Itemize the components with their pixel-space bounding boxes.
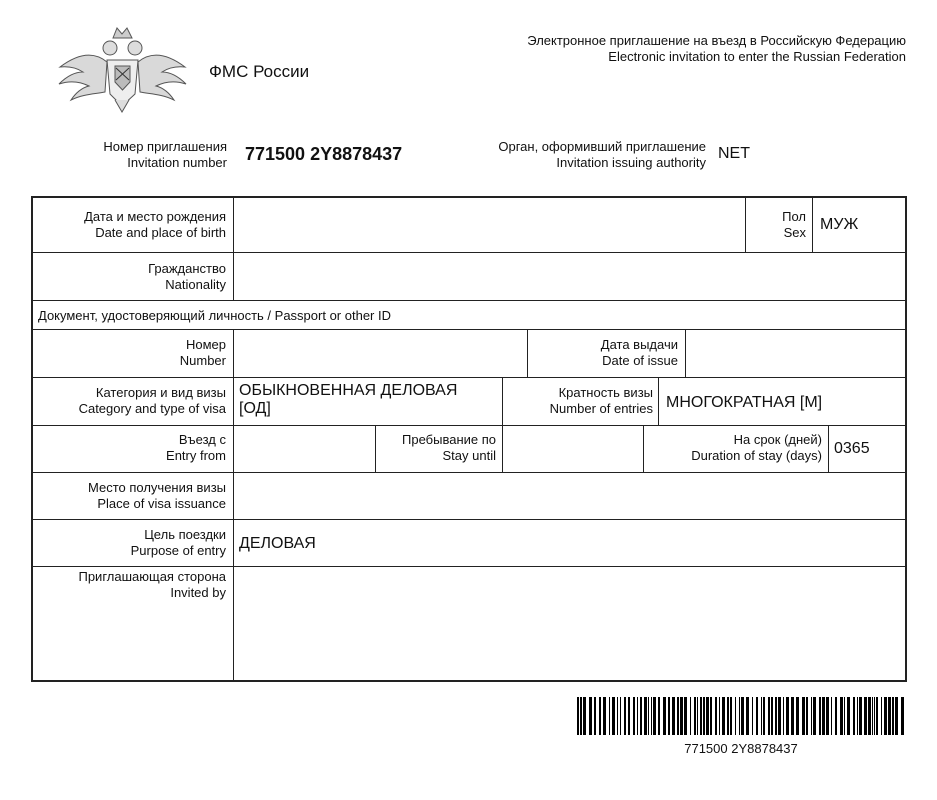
column-divider [828, 425, 829, 472]
barcode-bar [651, 697, 652, 735]
barcode-bar [690, 697, 691, 735]
visa-place-label-en: Place of visa issuance [97, 496, 226, 511]
birth-label-en: Date and place of birth [95, 225, 226, 240]
barcode-bar [881, 697, 882, 735]
row-divider [31, 472, 907, 473]
barcode-bar [761, 697, 762, 735]
birth-label-ru: Дата и место рождения [84, 209, 226, 224]
row-divider [31, 329, 907, 330]
barcode-bar [672, 697, 675, 735]
barcode-bar [722, 697, 725, 735]
barcode-bar [628, 697, 630, 735]
barcode-bar [884, 697, 887, 735]
date-of-issue-label [531, 337, 678, 369]
barcode-bar [872, 697, 873, 735]
barcode-icon [575, 697, 907, 735]
barcode-bar [727, 697, 729, 735]
barcode-bar [752, 697, 753, 735]
column-divider [375, 425, 376, 472]
barcode-bar [612, 697, 615, 735]
date-of-issue-label-en: Date of issue [602, 353, 678, 368]
barcode-bar [831, 697, 832, 735]
purpose-label-ru: Цель поездки [144, 527, 226, 542]
barcode-bar [697, 697, 698, 735]
barcode-bar [663, 697, 666, 735]
birth-label [37, 209, 226, 241]
visa-place-label [37, 480, 226, 512]
nationality-label [37, 261, 226, 293]
barcode-bar [819, 697, 821, 735]
visa-category-value [239, 382, 457, 418]
barcode-bar [844, 697, 845, 735]
entry-from-label-ru: Въезд с [178, 432, 226, 447]
column-divider [685, 329, 686, 377]
barcode-bar [876, 697, 878, 735]
duration-label-en: Duration of stay (days) [691, 448, 822, 463]
column-divider [502, 425, 503, 472]
double-headed-eagle-emblem-icon [55, 22, 190, 114]
barcode-bar [583, 697, 586, 735]
barcode-bar [668, 697, 670, 735]
barcode-bar [644, 697, 647, 735]
sex-label-en: Sex [783, 225, 806, 240]
barcode-bar [700, 697, 702, 735]
row-divider [31, 252, 907, 253]
barcode-bar [892, 697, 894, 735]
barcode-bar [703, 697, 705, 735]
barcode-bar [715, 697, 717, 735]
issuing-authority-value: NET [718, 145, 750, 162]
label-column-divider [233, 329, 234, 681]
invitation-number: 771500 2Y8878437 [245, 144, 403, 164]
invitation-number-label-en: Invitation number [127, 155, 227, 170]
sex-label-ru: Пол [782, 209, 806, 224]
nationality-label-en: Nationality [165, 277, 226, 292]
row-divider [31, 566, 907, 567]
barcode-bar [735, 697, 736, 735]
barcode-bar [791, 697, 794, 735]
visa-category-label-ru: Категория и вид визы [95, 385, 226, 400]
issuing-authority-label-ru: Орган, оформивший приглашение [498, 139, 706, 154]
barcode-bar [620, 697, 621, 735]
barcode-bar [802, 697, 805, 735]
barcode-bar [874, 697, 875, 735]
invitation-number-label-ru: Номер приглашения [103, 139, 227, 154]
barcode-bar [771, 697, 773, 735]
document-title-ru: Электронное приглашение на въезд в Российскую Федерацию [527, 33, 906, 48]
entries-value: МНОГОКРАТНАЯ [М] [666, 394, 823, 411]
stay-until-label-en: Stay until [442, 448, 496, 463]
barcode-bar [637, 697, 638, 735]
barcode-bar [648, 697, 649, 735]
duration-label-ru: На срок (дней) [733, 432, 822, 447]
passport-section-header: Документ, удостоверяющий личность / Passport or other ID [38, 308, 391, 323]
barcode-bar [768, 697, 770, 735]
passport-number-label-ru: Номер [185, 337, 226, 352]
form-border-right [905, 196, 907, 682]
entry-from-label-en: Entry from [166, 448, 226, 463]
barcode-bar [901, 697, 904, 735]
date-of-issue-label-ru: Дата выдачи [600, 337, 678, 352]
barcode-bar [853, 697, 855, 735]
row-divider [31, 425, 907, 426]
entry-from-label [37, 432, 226, 464]
barcode-bar [658, 697, 660, 735]
stay-until-label-ru: Пребывание по [402, 432, 496, 447]
barcode-bar [888, 697, 891, 735]
issuing-authority-label [450, 139, 706, 171]
barcode-bar [684, 697, 687, 735]
invitation-number-label [60, 139, 227, 171]
document-title [527, 33, 906, 65]
barcode-bar [694, 697, 696, 735]
barcode-bar [594, 697, 596, 735]
duration-label [648, 432, 822, 464]
visa-category-label [37, 385, 226, 417]
visa-place-label-ru: Место получения визы [88, 480, 226, 495]
barcode-bar [822, 697, 825, 735]
barcode-bar [864, 697, 867, 735]
barcode-bar [599, 697, 601, 735]
barcode-bar [603, 697, 606, 735]
column-divider [527, 329, 528, 377]
sex-label [749, 209, 806, 241]
barcode-bar [589, 697, 592, 735]
barcode-bar [868, 697, 871, 735]
barcode-bar [786, 697, 789, 735]
barcode-bar [840, 697, 843, 735]
barcode-bar [796, 697, 799, 735]
barcode-bar [775, 697, 777, 735]
column-divider [643, 425, 644, 472]
agency-name: ФМС России [209, 62, 310, 81]
entries-label-ru: Кратность визы [558, 385, 653, 400]
barcode-bar [783, 697, 784, 735]
barcode-bar [835, 697, 837, 735]
barcode-bar [730, 697, 732, 735]
barcode-bar [826, 697, 829, 735]
visa-category-value-line1: ОБЫКНОВЕННАЯ ДЕЛОВАЯ [239, 382, 458, 399]
barcode-bar [617, 697, 618, 735]
barcode-bar [609, 697, 610, 735]
barcode-bar [746, 697, 749, 735]
column-divider [658, 377, 659, 425]
issuing-authority-label-en: Invitation issuing authority [556, 155, 706, 170]
barcode-bar [739, 697, 740, 735]
visa-category-label-en: Category and type of visa [78, 401, 226, 416]
barcode-bar [857, 697, 858, 735]
barcode-bar [580, 697, 582, 735]
invited-by-label-en: Invited by [170, 585, 226, 600]
barcode-bar [719, 697, 720, 735]
barcode-bar [741, 697, 744, 735]
barcode-bar [624, 697, 626, 735]
row-divider [31, 377, 907, 378]
nationality-label-ru: Гражданство [148, 261, 226, 276]
visa-category-value-line2: [ОД] [239, 400, 271, 417]
barcode-bar [680, 697, 683, 735]
form-border-top [31, 196, 907, 198]
stay-until-label [381, 432, 496, 464]
row-divider [31, 300, 907, 301]
barcode-bar [677, 697, 679, 735]
passport-number-label [37, 337, 226, 369]
form-border-left [31, 196, 33, 682]
barcode-bar [806, 697, 808, 735]
form-border-bottom [31, 680, 907, 682]
purpose-value: ДЕЛОВАЯ [239, 535, 316, 552]
entries-label [507, 385, 653, 417]
barcode-bar [577, 697, 579, 735]
barcode-bar [633, 697, 635, 735]
passport-number-label-en: Number [179, 353, 226, 368]
column-divider [502, 377, 503, 425]
barcode-bar [859, 697, 862, 735]
barcode-bar [778, 697, 781, 735]
column-divider [812, 196, 813, 253]
document-title-en: Electronic invitation to enter the Russian Federation [608, 49, 906, 64]
barcode-bar [710, 697, 712, 735]
barcode-bar [640, 697, 642, 735]
purpose-label [37, 527, 226, 559]
entries-label-en: Number of entries [549, 401, 653, 416]
barcode-bar [706, 697, 709, 735]
barcode-bar [763, 697, 765, 735]
barcode-bar [756, 697, 758, 735]
barcode-bar [847, 697, 850, 735]
duration-value: 0365 [834, 440, 870, 457]
column-divider [745, 196, 746, 253]
sex-value: МУЖ [820, 216, 859, 233]
barcode-bar [895, 697, 898, 735]
invited-by-label-ru: Приглашающая сторона [78, 569, 226, 584]
barcode-bar [813, 697, 816, 735]
barcode-bar [653, 697, 656, 735]
barcode-bar [811, 697, 812, 735]
invited-by-label [37, 569, 226, 601]
invitation-form [31, 196, 907, 682]
purpose-label-en: Purpose of entry [130, 543, 226, 558]
barcode-number: 771500 2Y8878437 [684, 741, 798, 756]
row-divider [31, 519, 907, 520]
